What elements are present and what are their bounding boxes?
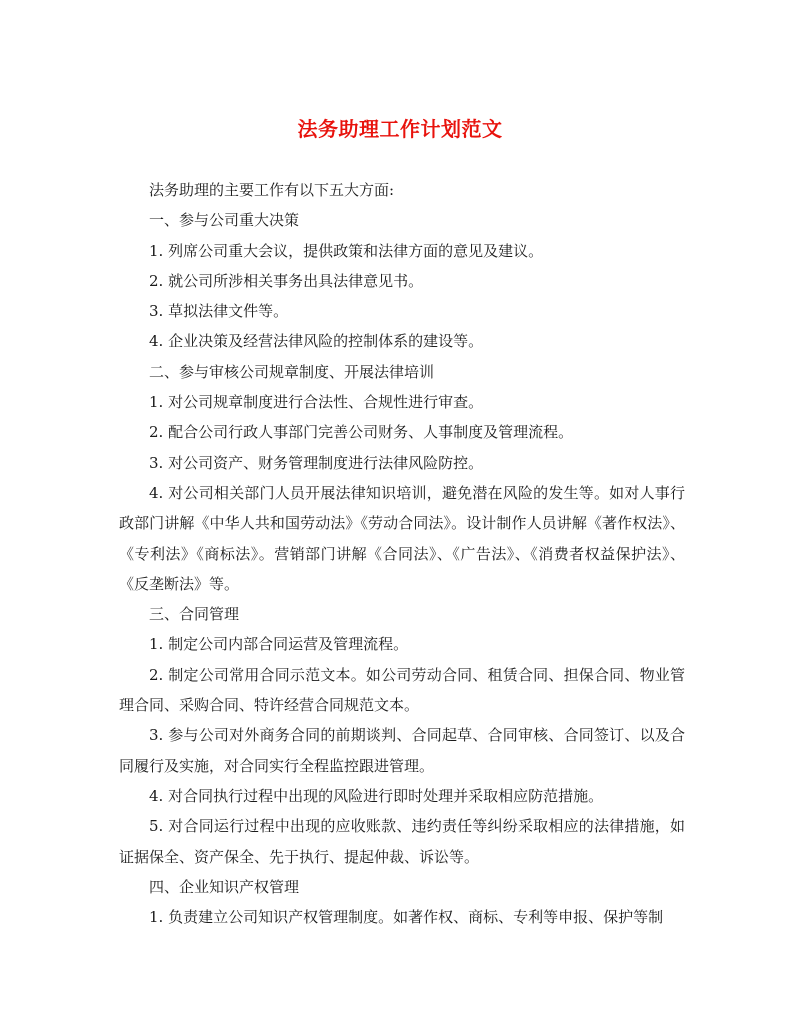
- section-heading-2: 二、参与审核公司规章制度、开展法律培训: [149, 362, 435, 381]
- paragraph: 4. 对公司相关部门人员开展法律知识培训，避免潜在风险的发生等。如对人事行政部门讲解《中华人共和国劳动法》《劳动合同法》。设计制作人员讲解《著作权法》、《专利法》《商标法》。营销部门讲解《合同法》、《广告法》、《消费者权益保护法》、《反垄断法》等。: [119, 483, 685, 593]
- paragraph: 4. 企业决策及经营法律风险的控制体系的建设等。: [149, 332, 484, 351]
- paragraph: 1. 负责建立公司知识产权管理制度。如著作权、商标、专利等申报、保护等制: [149, 908, 664, 927]
- section-heading-4: 四、企业知识产权管理: [149, 877, 300, 896]
- paragraph: 3. 草拟法律文件等。: [149, 302, 289, 321]
- paragraph: 5. 对合同运行过程中出现的应收账款、违约责任等纠纷采取相应的法律措施，如证据保全、资产保全、先于执行、提起仲裁、诉讼等。: [119, 817, 685, 866]
- paragraph: 1. 制定公司内部合同运营及管理流程。: [149, 635, 409, 654]
- paragraph: 1. 对公司规章制度进行合法性、合规性进行审查。: [149, 393, 484, 412]
- paragraph: 2. 就公司所涉相关事务出具法律意见书。: [149, 271, 424, 290]
- paragraph: 3. 对公司资产、财务管理制度进行法律风险防控。: [149, 453, 484, 472]
- paragraph: 2. 配合公司行政人事部门完善公司财务、人事制度及管理流程。: [149, 423, 574, 442]
- paragraph: 4. 对合同执行过程中出现的风险进行即时处理并采取相应防范措施。: [149, 786, 604, 805]
- paragraph: 3. 参与公司对外商务合同的前期谈判、合同起草、合同审核、合同签订、以及合同履行及实施，对合同实行全程监控跟进管理。: [119, 726, 685, 775]
- section-heading-1: 一、参与公司重大决策: [149, 211, 300, 230]
- paragraph: 1. 列席公司重大会议，提供政策和法律方面的意见及建议。: [149, 241, 544, 260]
- paragraph-intro: 法务助理的主要工作有以下五大方面:: [149, 181, 395, 199]
- document-body: [119, 175, 685, 932]
- document-title: 法务助理工作计划范文: [297, 117, 503, 141]
- section-heading-3: 三、合同管理: [149, 605, 240, 624]
- paragraph: 2. 制定公司常用合同示范文本。如公司劳动合同、租赁合同、担保合同、物业管理合同、采购合同、特许经营合同规范文本。: [119, 665, 685, 715]
